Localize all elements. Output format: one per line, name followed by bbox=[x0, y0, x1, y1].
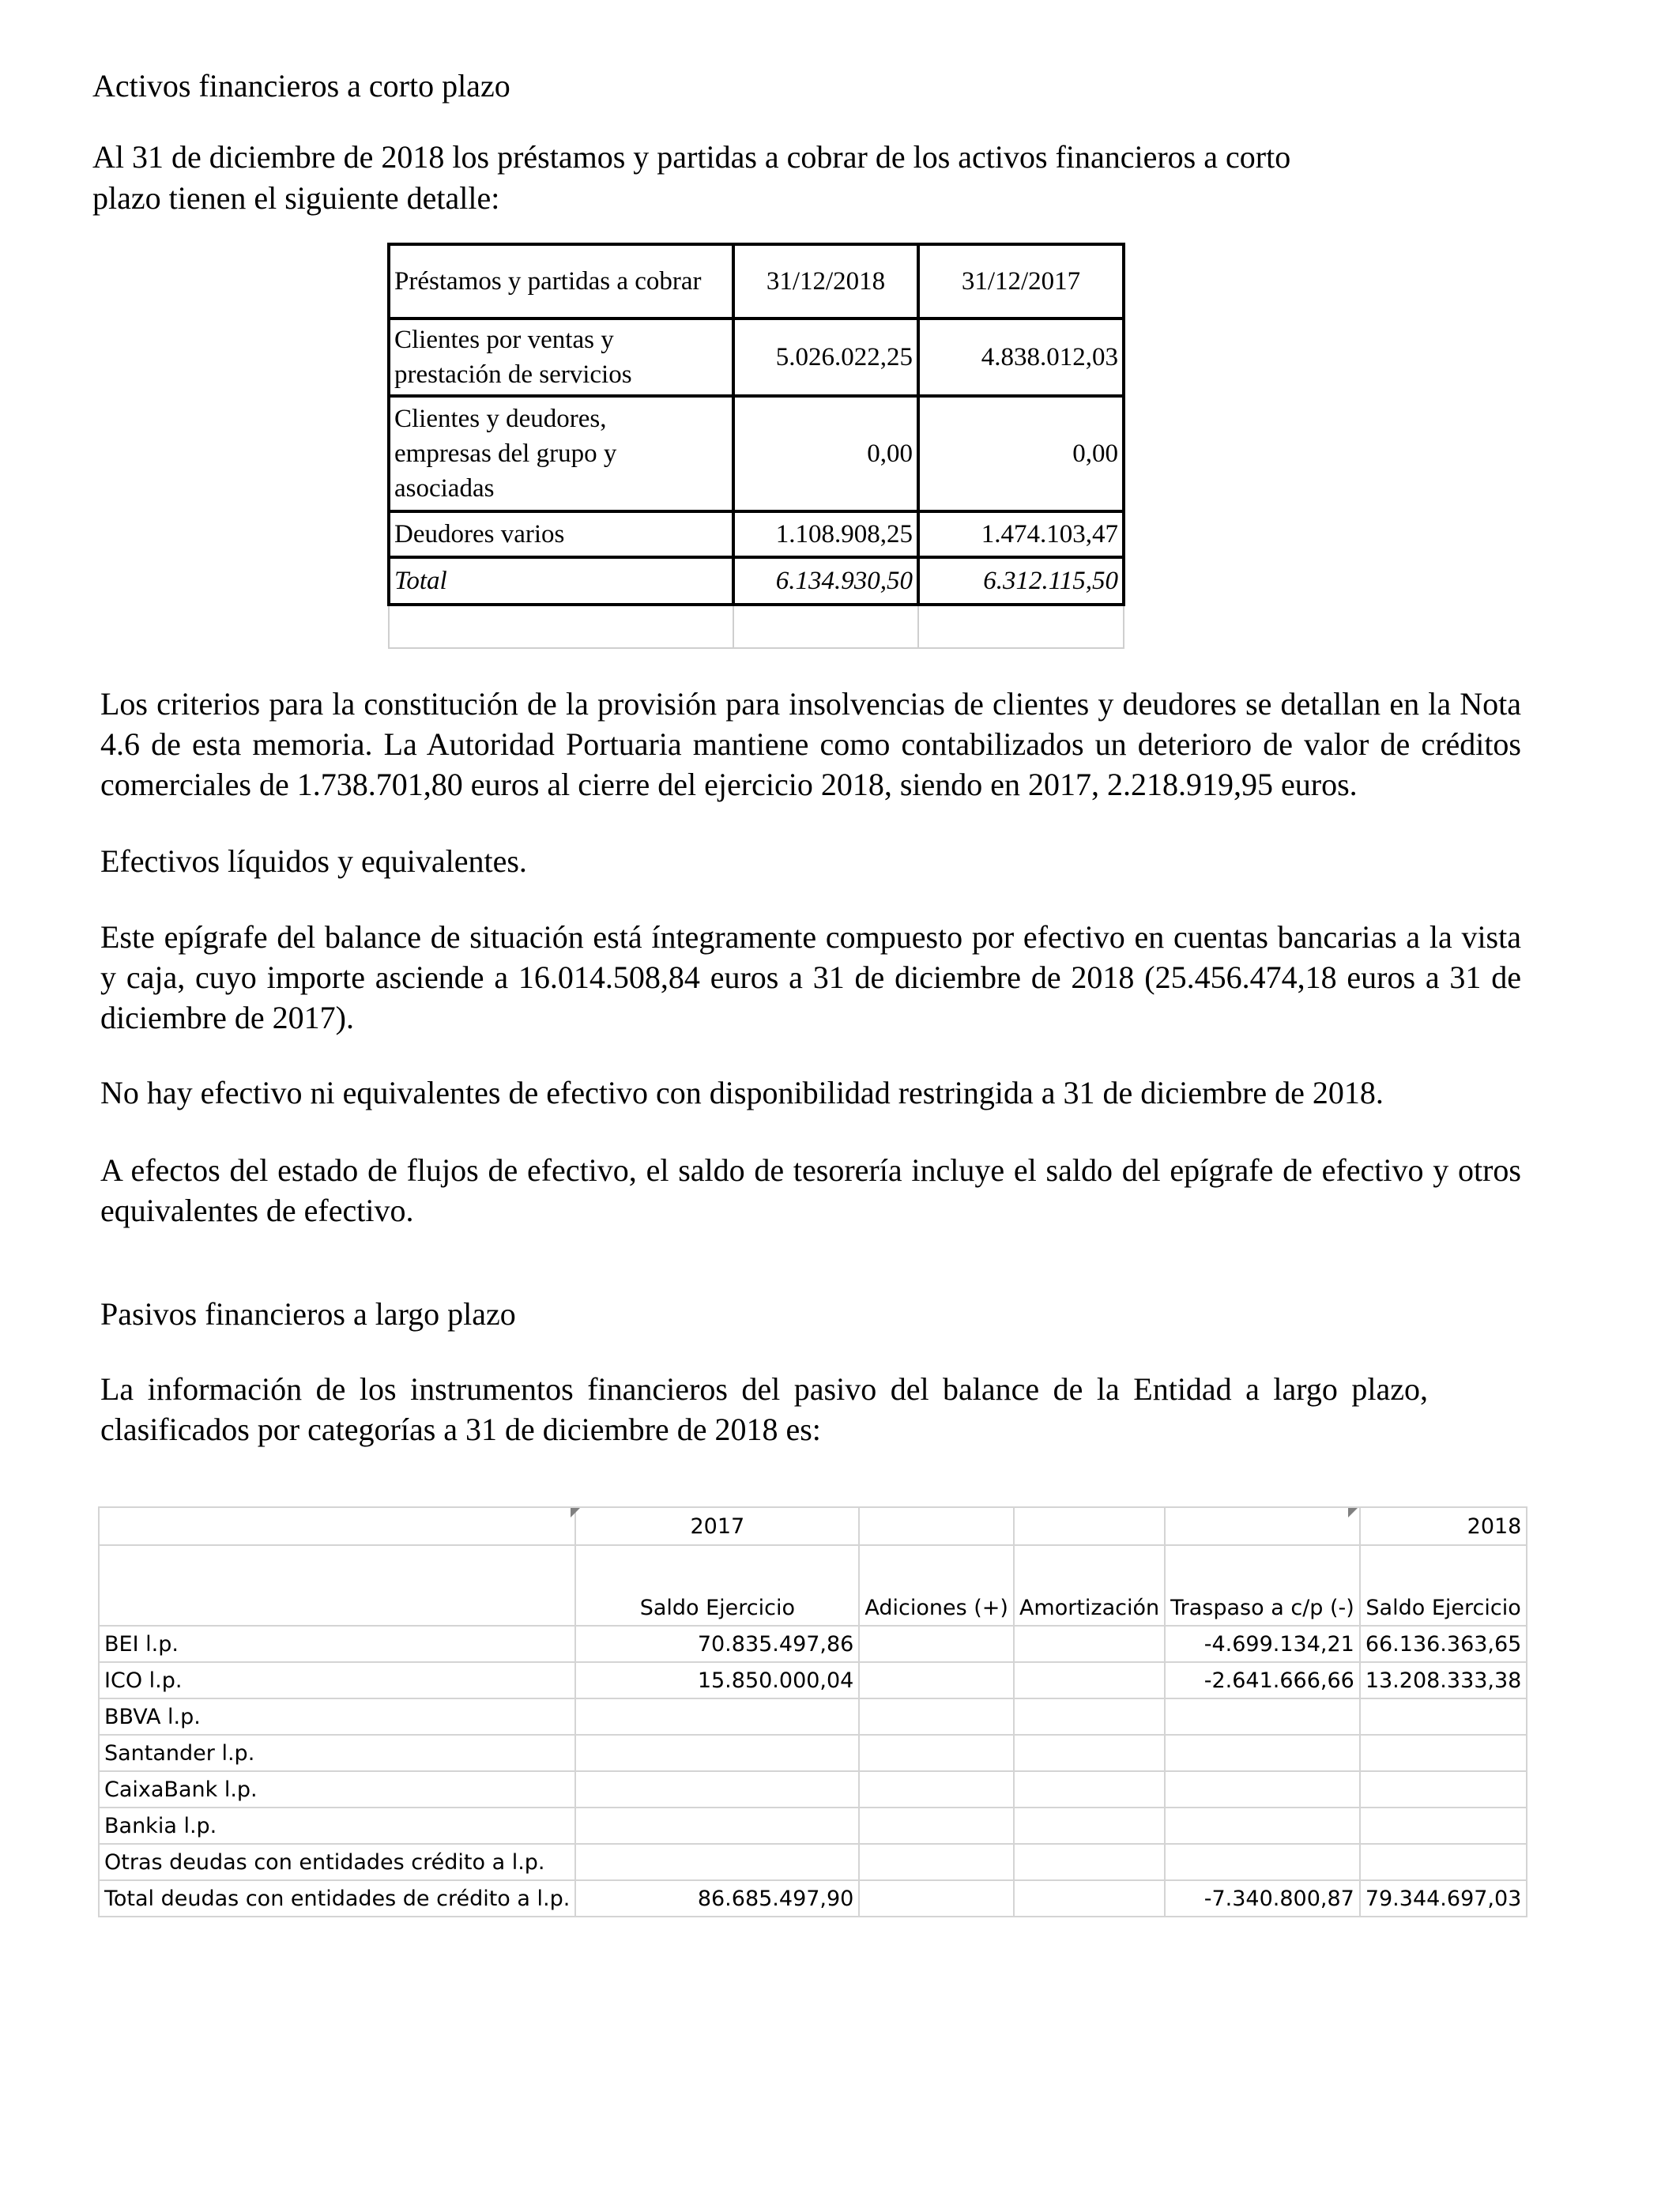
section-heading-pasivos: Pasivos financieros a largo plazo bbox=[100, 1296, 516, 1332]
value-2017: 0,00 bbox=[918, 396, 1124, 511]
cell-saldo-2017 bbox=[575, 1808, 859, 1844]
cell-amortizacion bbox=[1014, 1735, 1165, 1771]
row-label: Bankia l.p. bbox=[99, 1808, 575, 1844]
header-2018: 31/12/2018 bbox=[733, 244, 918, 319]
row-label: Total bbox=[389, 557, 733, 605]
empty-cell bbox=[1165, 1507, 1360, 1545]
paragraph-informacion: La información de los instrumentos financieros del pasivo del balance de la Entidad a largo plazo, clasificados por categorías a 31 de diciembre de 2018 es: bbox=[100, 1371, 1428, 1447]
intro-line-2: plazo tienen el siguiente detalle: bbox=[92, 180, 500, 216]
table-row bbox=[99, 1698, 1527, 1735]
empty-cell bbox=[918, 605, 1124, 648]
table-row bbox=[99, 1662, 1527, 1698]
row-label: Otras deudas con entidades crédito a l.p. bbox=[99, 1844, 575, 1880]
comment-marker-icon bbox=[1348, 1508, 1358, 1517]
table-row bbox=[99, 1735, 1527, 1771]
cell-amortizacion bbox=[1014, 1698, 1165, 1735]
cell-saldo-2017: 15.850.000,04 bbox=[575, 1662, 859, 1698]
value-2017: 6.312.115,50 bbox=[918, 557, 1124, 605]
table-row bbox=[99, 1844, 1527, 1880]
col-traspaso: Traspaso a c/p (-) bbox=[1165, 1545, 1360, 1626]
total-row bbox=[99, 1880, 1527, 1917]
cell-saldo-2018 bbox=[1360, 1735, 1527, 1771]
empty-cell bbox=[733, 605, 918, 648]
cell-saldo-2018: 79.344.697,03 bbox=[1360, 1880, 1527, 1917]
empty-row bbox=[389, 605, 1124, 648]
cell-adiciones bbox=[859, 1735, 1014, 1771]
cell-traspaso: -2.641.666,66 bbox=[1165, 1662, 1360, 1698]
value-2018: 5.026.022,25 bbox=[733, 319, 918, 396]
year-2018: 2018 bbox=[1360, 1507, 1527, 1545]
table-header-row bbox=[389, 244, 1124, 319]
value-2018: 6.134.930,50 bbox=[733, 557, 918, 605]
paragraph-no-hay: No hay efectivo ni equivalentes de efectivo con disponibilidad restringida a 31 de diciembre de 2018. bbox=[100, 1075, 1384, 1110]
cell-saldo-2017 bbox=[575, 1698, 859, 1735]
paragraph-criterios: Los criterios para la constitución de la provisión para insolvencias de clientes y deudores se detallan en la Nota 4.6 de esta memoria. La Autoridad Portuaria mantiene como contabilizados un deterioro de valor de créditos comerciales de 1.738.701,80 euros al cierre del ejercicio 2018, siendo en 2017, 2.218.919,95 euros. bbox=[100, 686, 1521, 802]
paragraph-a-efectos: A efectos del estado de flujos de efectivo, el saldo de tesorería incluye el saldo del epígrafe de efectivo y otros equivalentes de efectivo. bbox=[100, 1152, 1521, 1228]
total-row bbox=[389, 557, 1124, 605]
cell-saldo-2017 bbox=[575, 1771, 859, 1808]
cell-saldo-2018 bbox=[1360, 1698, 1527, 1735]
empty-cell bbox=[1014, 1507, 1165, 1545]
row-label: BBVA l.p. bbox=[99, 1698, 575, 1735]
header-2017: 31/12/2017 bbox=[918, 244, 1124, 319]
cell-saldo-2017: 86.685.497,90 bbox=[575, 1880, 859, 1917]
col-amortizacion: Amortización bbox=[1014, 1545, 1165, 1626]
cell-traspaso bbox=[1165, 1844, 1360, 1880]
cell-amortizacion bbox=[1014, 1771, 1165, 1808]
empty-cell bbox=[389, 605, 733, 648]
table-row bbox=[99, 1626, 1527, 1662]
year-header-row bbox=[99, 1507, 1527, 1545]
year-2017: 2017 bbox=[575, 1507, 859, 1545]
row-label: ICO l.p. bbox=[99, 1662, 575, 1698]
empty-cell bbox=[99, 1507, 575, 1545]
section-heading-efectivos: Efectivos líquidos y equivalentes. bbox=[100, 843, 527, 879]
value-2018: 0,00 bbox=[733, 396, 918, 511]
row-label-line: Clientes por ventas y bbox=[394, 326, 614, 354]
cell-amortizacion bbox=[1014, 1626, 1165, 1662]
cell-traspaso: -7.340.800,87 bbox=[1165, 1880, 1360, 1917]
cell-adiciones bbox=[859, 1771, 1014, 1808]
row-label: Deudores varios bbox=[389, 511, 733, 557]
row-label bbox=[389, 396, 733, 511]
table-row bbox=[389, 396, 1124, 511]
cell-traspaso bbox=[1165, 1735, 1360, 1771]
intro-line-1: Al 31 de diciembre de 2018 los préstamos y partidas a cobrar de los activos financieros a corto bbox=[92, 139, 1291, 175]
cell-saldo-2018: 13.208.333,38 bbox=[1360, 1662, 1527, 1698]
pasivos-table bbox=[98, 1506, 1527, 1917]
row-label: BEI l.p. bbox=[99, 1626, 575, 1662]
table-row bbox=[389, 511, 1124, 557]
empty-cell bbox=[99, 1545, 575, 1626]
cell-amortizacion bbox=[1014, 1880, 1165, 1917]
cell-adiciones bbox=[859, 1880, 1014, 1917]
cell-adiciones bbox=[859, 1662, 1014, 1698]
cell-saldo-2018 bbox=[1360, 1771, 1527, 1808]
cell-traspaso bbox=[1165, 1698, 1360, 1735]
value-2017: 1.474.103,47 bbox=[918, 511, 1124, 557]
header-label: Préstamos y partidas a cobrar bbox=[389, 244, 733, 319]
cell-adiciones bbox=[859, 1808, 1014, 1844]
row-label-line: prestación de servicios bbox=[394, 360, 632, 389]
table-row bbox=[99, 1771, 1527, 1808]
row-label bbox=[389, 319, 733, 396]
cell-saldo-2017: 70.835.497,86 bbox=[575, 1626, 859, 1662]
cell-amortizacion bbox=[1014, 1808, 1165, 1844]
section-heading-activos: Activos financieros a corto plazo bbox=[92, 68, 510, 104]
row-label-line: asociadas bbox=[394, 474, 495, 503]
prestamos-table bbox=[387, 243, 1125, 649]
cell-amortizacion bbox=[1014, 1844, 1165, 1880]
paragraph-epigrafe: Este epígrafe del balance de situación está íntegramente compuesto por efectivo en cuentas bancarias a la vista y caja, cuyo importe asciende a 16.014.508,84 euros a 31 de diciembre de 2018 (25.456.474,18 euros a 31 de diciembre de 2017). bbox=[100, 919, 1521, 1035]
cell-traspaso bbox=[1165, 1808, 1360, 1844]
cell-traspaso bbox=[1165, 1771, 1360, 1808]
cell-adiciones bbox=[859, 1698, 1014, 1735]
row-label-line: empresas del grupo y bbox=[394, 439, 617, 468]
cell-saldo-2018 bbox=[1360, 1844, 1527, 1880]
col-saldo-2018: Saldo Ejercicio bbox=[1360, 1545, 1527, 1626]
col-saldo-2017: Saldo Ejercicio bbox=[575, 1545, 859, 1626]
cell-saldo-2017 bbox=[575, 1735, 859, 1771]
cell-amortizacion bbox=[1014, 1662, 1165, 1698]
cell-saldo-2018 bbox=[1360, 1808, 1527, 1844]
empty-cell bbox=[859, 1507, 1014, 1545]
cell-adiciones bbox=[859, 1844, 1014, 1880]
cell-saldo-2018: 66.136.363,65 bbox=[1360, 1626, 1527, 1662]
value-2018: 1.108.908,25 bbox=[733, 511, 918, 557]
row-label: Total deudas con entidades de crédito a l.p. bbox=[99, 1880, 575, 1917]
cell-saldo-2017 bbox=[575, 1844, 859, 1880]
table-row bbox=[99, 1808, 1527, 1844]
col-adiciones: Adiciones (+) bbox=[859, 1545, 1014, 1626]
cell-traspaso: -4.699.134,21 bbox=[1165, 1626, 1360, 1662]
column-header-row bbox=[99, 1545, 1527, 1626]
row-label-line: Clientes y deudores, bbox=[394, 405, 607, 433]
table-row bbox=[389, 319, 1124, 396]
value-2017: 4.838.012,03 bbox=[918, 319, 1124, 396]
row-label: Santander l.p. bbox=[99, 1735, 575, 1771]
row-label: CaixaBank l.p. bbox=[99, 1771, 575, 1808]
comment-marker-icon bbox=[571, 1508, 580, 1517]
cell-adiciones bbox=[859, 1626, 1014, 1662]
